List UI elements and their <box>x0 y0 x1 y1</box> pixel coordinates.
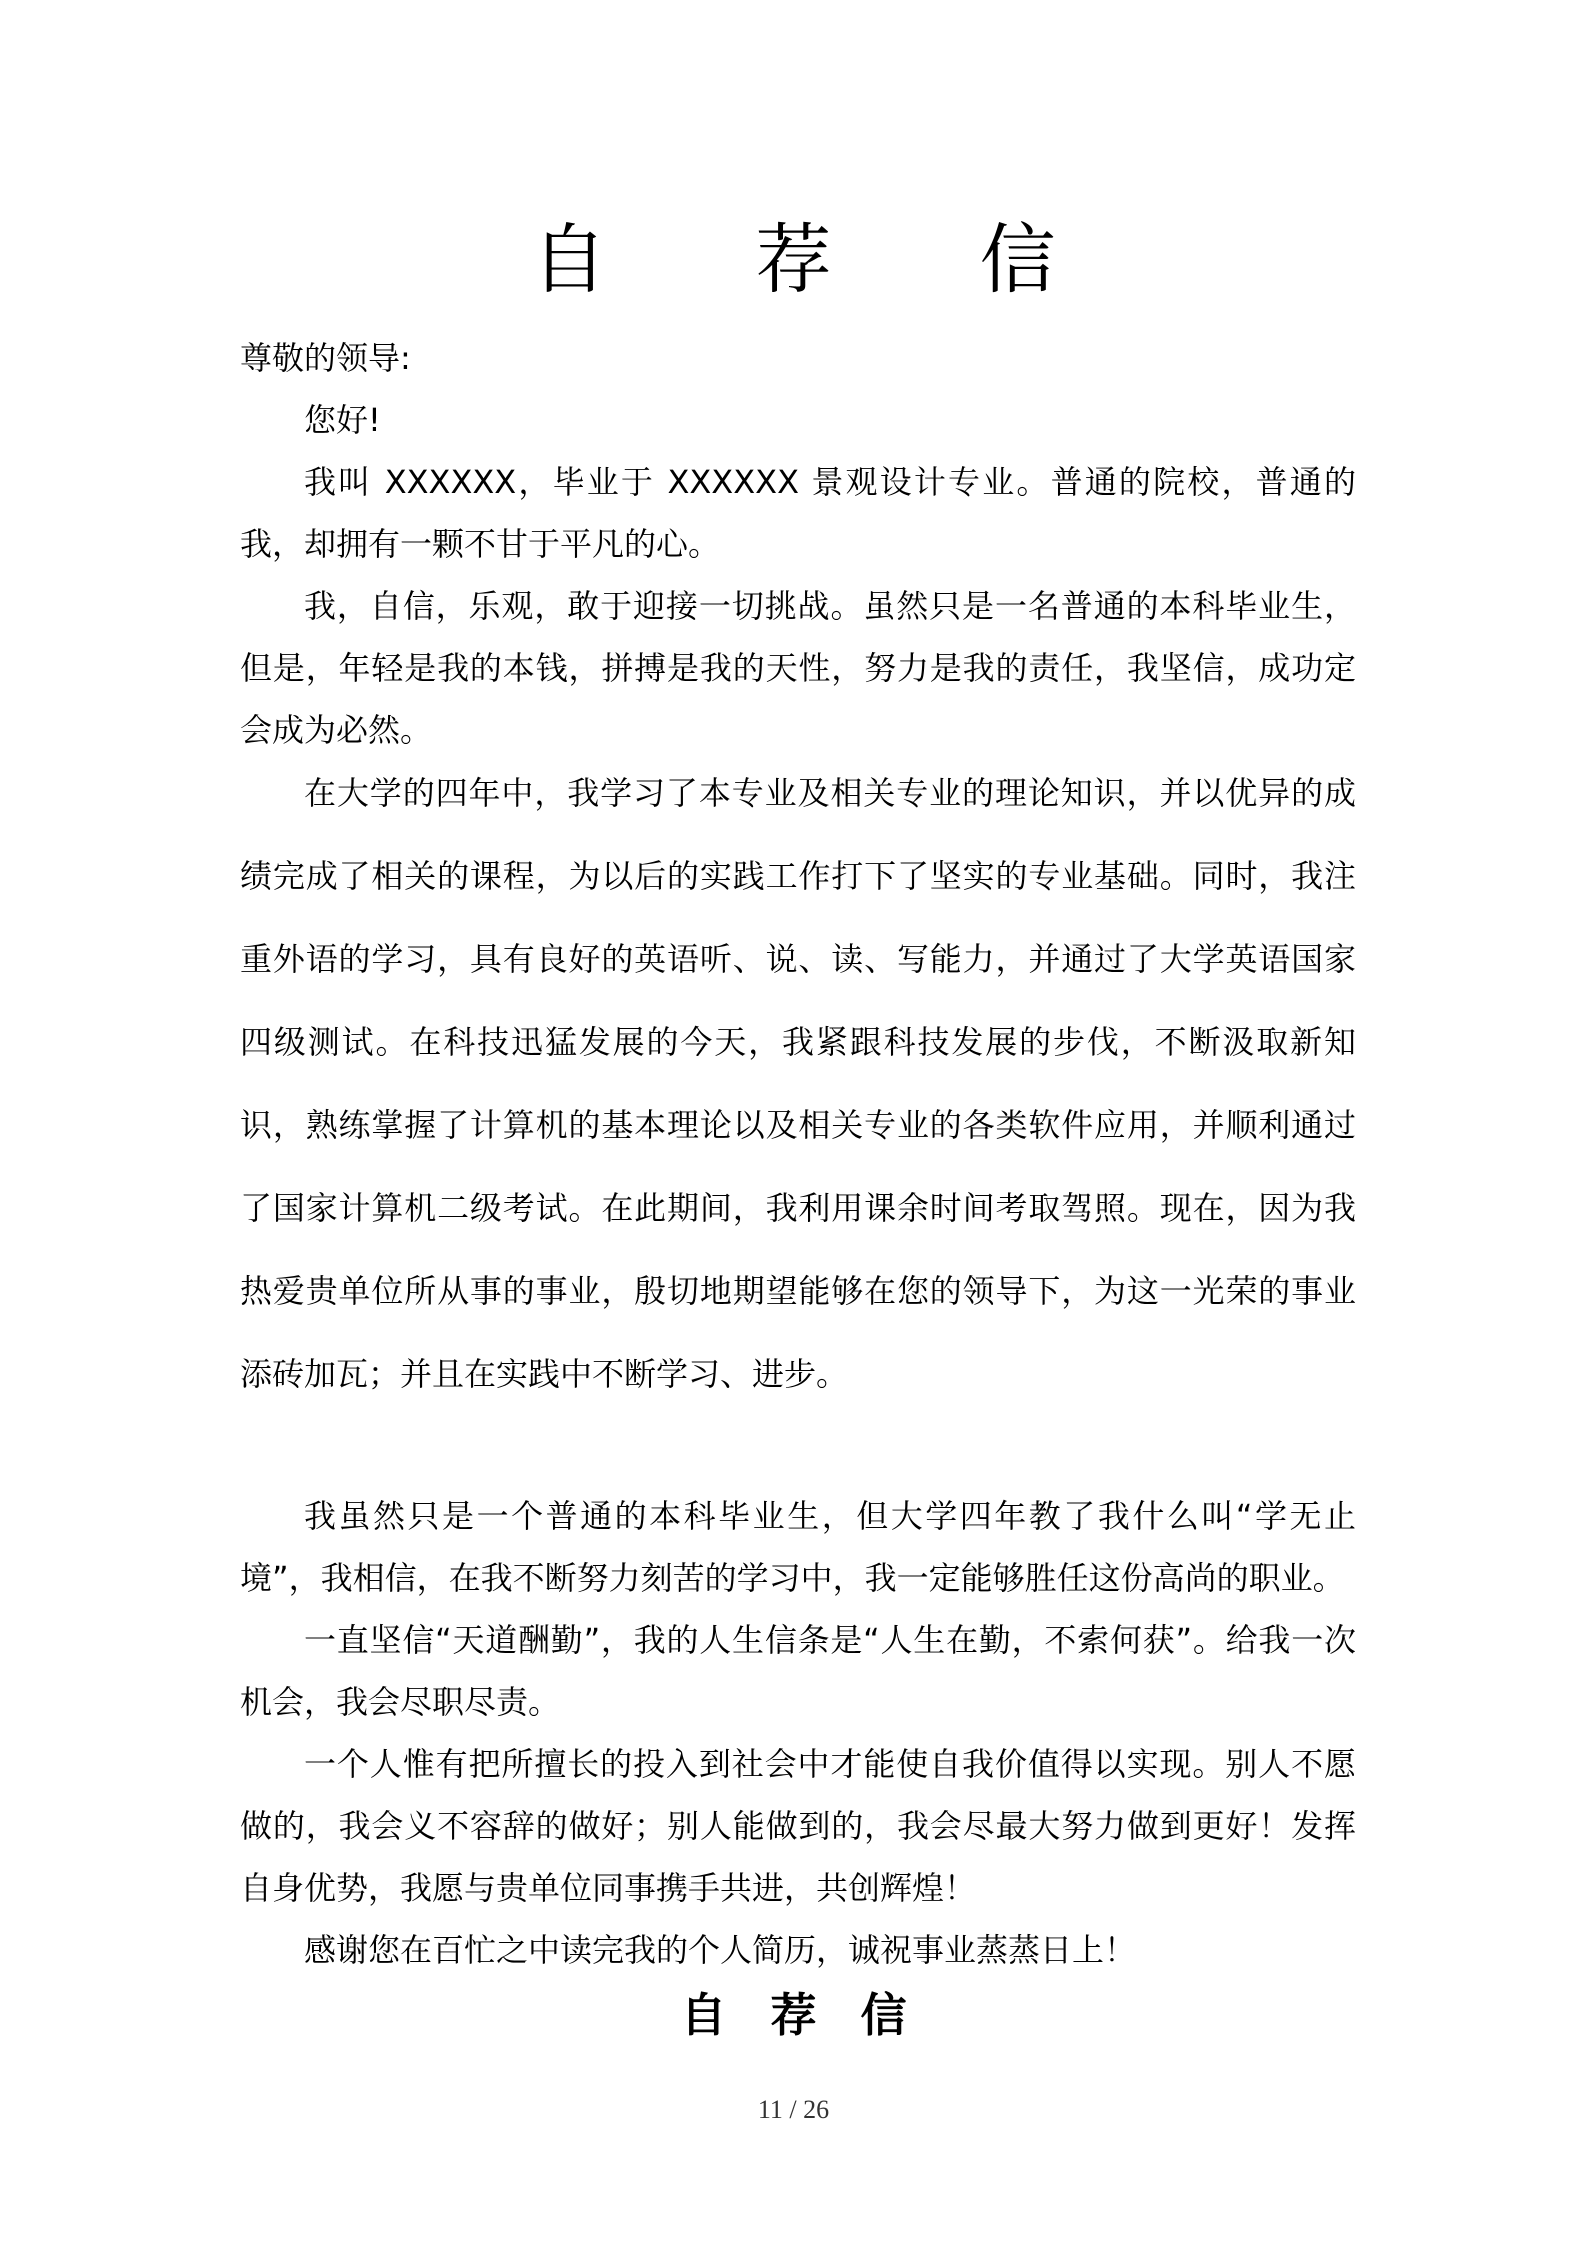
page-number: 11 / 26 <box>757 2095 830 2124</box>
next-letter-title: 自 荐 信 <box>680 1988 921 2042</box>
paragraph-ordinary-graduate: 我虽然只是一个普通的本科毕业生，但大学四年教了我什么叫“学无止境”，我相信，在我不断努力刻苦的学习中，我一定能够胜任这份高尚的职业。 <box>240 1497 1356 1597</box>
letter-body-top <box>240 327 1356 761</box>
paragraph-thanks: 感谢您在百忙之中读完我的个人简历，诚祝事业蒸蒸日上！ <box>304 1931 1137 1969</box>
paragraph-value: 一个人惟有把所擅长的投入到社会中才能使自我价值得以实现。别人不愿做的，我会义不容辞的做好；别人能做到的，我会尽最大努力做到更好！发挥自身优势，我愿与贵单位同事携手共进，共创辉煌！ <box>240 1745 1356 1907</box>
paragraph-university: 在大学的四年中，我学习了本专业及相关专业的理论知识，并以优异的成绩完成了相关的课程，为以后的实践工作打下了坚实的专业基础。同时，我注重外语的学习，具有良好的英语听、说、读、写能力，并通过了大学英语国家四级测试。在科技迅猛发展的今天，我紧跟科技发展的步伐，不断汲取新知识，熟练掌握了计算机的基本理论以及相关专业的各类软件应用，并顺利通过了国家计算机二级考试。在此期间，我利用课余时间考取驾照。现在，因为我热爱贵单位所从事的事业，殷切地期望能够在您的领导下，为这一光荣的事业添砖加瓦；并且在实践中不断学习、进步。 <box>240 774 1356 1393</box>
paragraph-confidence: 我，自信，乐观，敢于迎接一切挑战。虽然只是一名普通的本科毕业生，但是，年轻是我的本钱，拼搏是我的天性，努力是我的责任，我坚信，成功定会成为必然。 <box>240 587 1356 749</box>
salutation: 尊敬的领导: <box>240 339 411 377</box>
paragraph-intro: 我叫 XXXXXX，毕业于 XXXXXX 景观设计专业。普通的院校，普通的我，却拥有一颗不甘于平凡的心。 <box>240 463 1356 563</box>
greeting: 您好! <box>304 401 381 439</box>
letter-body-middle <box>240 752 1356 1416</box>
paragraph-motto: 一直坚信“天道酬勤”，我的人生信条是“人生在勤，不索何获”。给我一次机会，我会尽职尽责。 <box>240 1621 1356 1721</box>
letter-body-bottom <box>240 1485 1356 1981</box>
page-title: 自 荐 信 <box>531 215 1118 304</box>
